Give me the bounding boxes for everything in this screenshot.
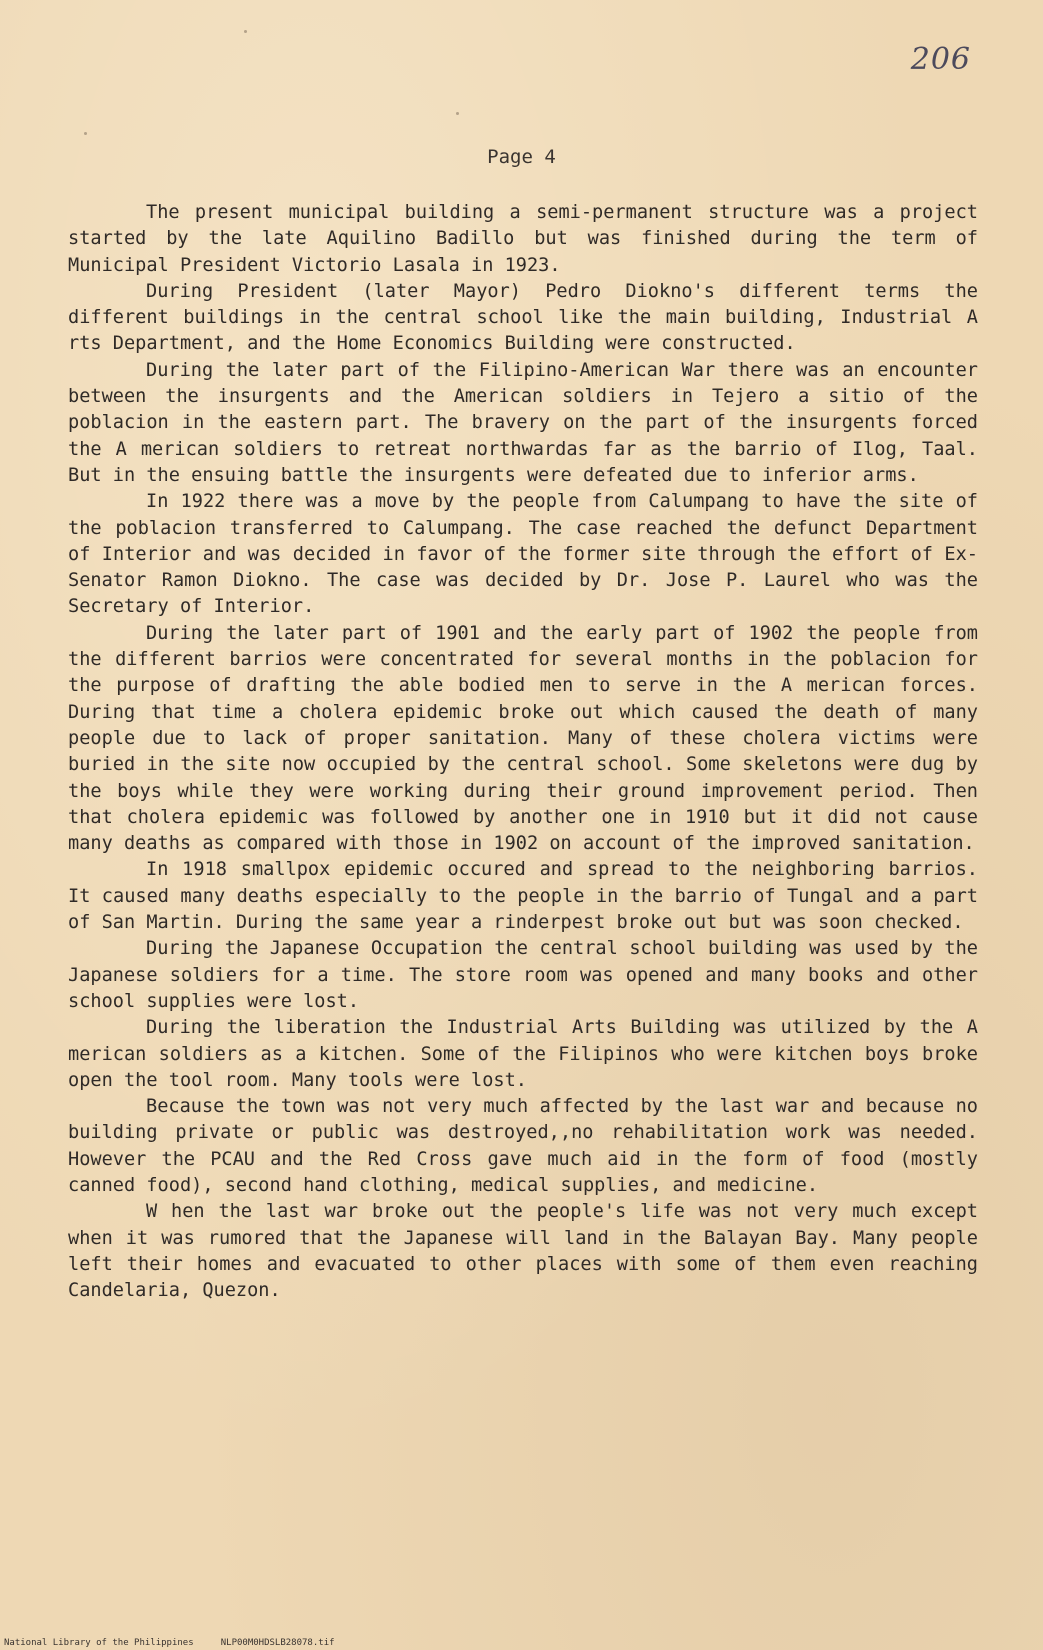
paper-speck — [84, 132, 87, 135]
page-title: Page 4 — [487, 146, 556, 168]
paragraph-poblacion-transfer: In 1922 there was a move by the people from Calumpang to have the site of the poblacion transferred to Calumpang. The case reached the defunct Department of Interior and was decided in favor of the former site through the effort of Ex-Senator Ramon Diokno. The case was decided by Dr. Jose P. Laurel who was the Secretary of Interior. — [68, 491, 978, 618]
paragraph-school-buildings: During President (later Mayor) Pedro Diokno's different terms the different buildings in the central school like the main building, Industrial A rts Department, and the Home Economics Building were constructed. — [68, 280, 978, 355]
paragraph-municipal-building: The present municipal building a semi-permanent structure was a project started by the late Aquilino Badillo but was finished during the term of Municipal President Victorio Lasala in 1923. — [68, 202, 978, 276]
archive-footer: National Library of the Philippines NLP00M0HDSLB28078.tif — [4, 1638, 335, 1648]
paragraph-cholera-epidemic: During the later part of 1901 and the early part of 1902 the people from the different barrios were concentrated for several months in the poblacion for the purpose of drafting the able bodied men to serve in the A merican forces. During that time a cholera epidemic broke out which caused the death of many people due to lack of proper sanitation. Many of these cholera victims were buried in the site now occupied by the central school. Some skeletons were dug by the boys while they were working during their ground improvement period. Then that cholera epidemic was followed by another one in 1910 but it did not cause many deaths as compared with those in 1902 on account of the improved sanitation. — [68, 622, 978, 855]
paragraph-war-outbreak: W hen the last war broke out the people's life was not very much except when it was rumored that the Japanese will land in the Balayan Bay. Many people left their homes and evacuated to other places with some of them even reaching Candelaria, Quezon. — [68, 1201, 978, 1302]
paper-speck — [244, 30, 247, 33]
paragraph-smallpox-epidemic: In 1918 smallpox epidemic occured and spread to the neighboring barrios. It caused many deaths especially to the people in the barrio of Tungal and a part of San Martin. During the same year a rinderpest broke out but was soon checked. — [68, 859, 978, 934]
paragraph-filipino-american-war: During the later part of the Filipino-American War there was an encounter between the insurgents and the American soldiers in Tejero a sitio of the poblacion in the eastern part. The bravery on the part of the insurgents forced the A merican soldiers to retreat northwardas far as the barrio of Ilog, Taal. But in the ensuing battle the insurgents were defeated due to inferior arms. — [68, 359, 978, 486]
body-text — [68, 200, 978, 1304]
paragraph-japanese-occupation: During the Japanese Occupation the central school building was used by the Japanese soldiers for a time. The store room was opened and many books and other school supplies were lost. — [68, 938, 978, 1012]
paper-speck — [456, 112, 459, 115]
paragraph-rehabilitation: Because the town was not very much affected by the last war and because no building private or public was destroyed,,no rehabilitation work was needed. However the PCAU and the Red Cross gave much aid in the form of food (mostly canned food), second hand clothing, medical supplies, and medicine. — [68, 1096, 978, 1196]
handwritten-page-number: 206 — [910, 42, 971, 77]
paragraph-liberation: During the liberation the Industrial Arts Building was utilized by the A merican soldiers as a kitchen. Some of the Filipinos who were kitchen boys broke open the tool room. Many tools were lost. — [68, 1017, 978, 1091]
